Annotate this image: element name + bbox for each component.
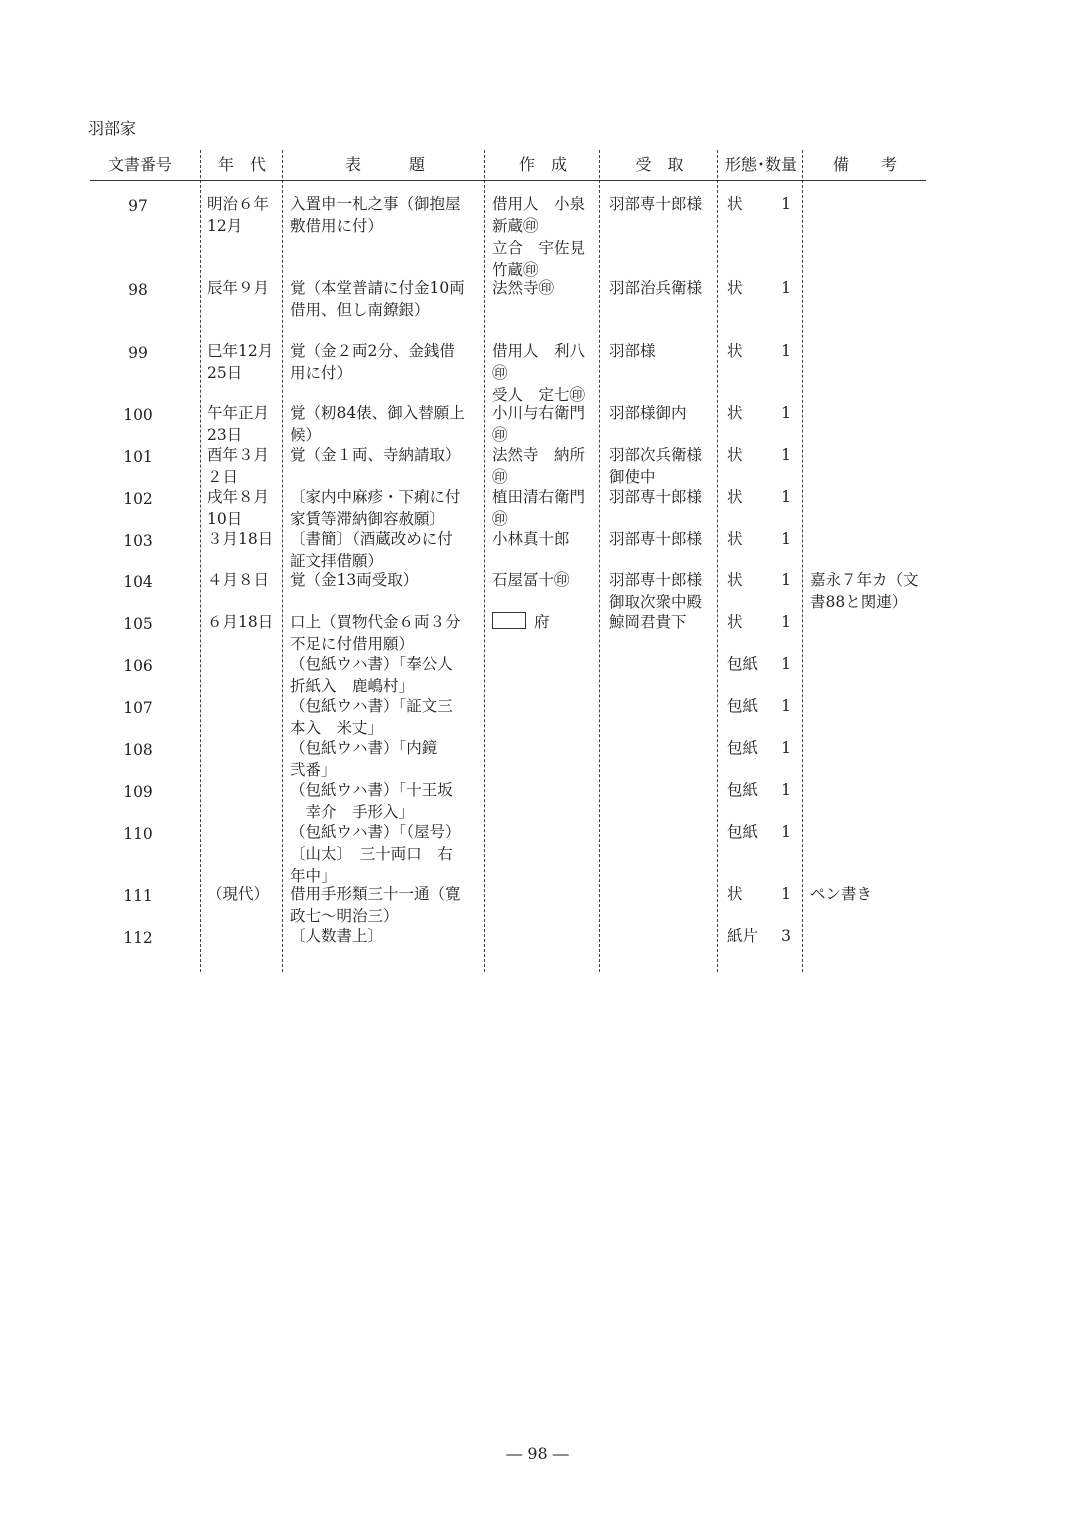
doc-quantity-text: 1 — [781, 530, 791, 548]
doc-recipient-text: 羽部専十郎様 — [609, 530, 703, 548]
doc-quantity-text: 3 — [781, 927, 791, 945]
doc-author-text: 石屋冨十㊞ — [492, 571, 570, 589]
doc-title — [290, 883, 482, 927]
doc-form — [727, 444, 757, 466]
doc-number — [90, 195, 186, 217]
doc-date — [207, 444, 279, 488]
doc-form — [727, 528, 757, 550]
doc-title-text: （包紙ウハ書）「奉公人 折紙入 鹿嶋村」 — [290, 655, 453, 695]
header-author: 作 成 — [518, 155, 567, 174]
doc-title — [290, 444, 482, 466]
header-form: 形態･数量 — [724, 155, 797, 174]
doc-author — [492, 528, 596, 550]
doc-recipient — [609, 402, 715, 424]
doc-number — [90, 342, 186, 364]
doc-number — [90, 571, 186, 593]
doc-form — [727, 277, 757, 299]
doc-form-text: 包紙 — [727, 781, 759, 799]
doc-date — [207, 193, 279, 237]
doc-recipient — [609, 444, 715, 488]
doc-recipient-text: 羽部様御内 — [609, 404, 687, 422]
doc-recipient-text: 羽部様 — [609, 342, 656, 360]
header-note: 備 考 — [832, 155, 897, 174]
doc-date-text: 明治６年 12月 — [207, 195, 270, 235]
doc-quantity — [777, 779, 791, 801]
doc-form-text: 状 — [727, 613, 743, 631]
doc-quantity-text: 1 — [781, 571, 791, 589]
doc-note — [810, 883, 930, 905]
page-number: ― 98 ― — [506, 1444, 569, 1463]
doc-title — [290, 695, 482, 739]
doc-quantity — [777, 193, 791, 215]
doc-number — [90, 530, 186, 552]
doc-date-text: 午年正月 23日 — [207, 404, 270, 444]
doc-note-text: 嘉永７年カ（文 書88と関連） — [810, 571, 919, 611]
doc-form — [727, 821, 757, 843]
doc-author-text: 借用人 利八 ㊞ 受人 定七㊞ — [492, 342, 586, 404]
doc-quantity — [777, 528, 791, 550]
doc-quantity-text: 1 — [781, 446, 791, 464]
doc-date-text: 酉年３月 ２日 — [207, 446, 270, 486]
doc-author — [492, 193, 596, 281]
header-rule — [90, 180, 926, 181]
doc-quantity — [777, 340, 791, 362]
doc-form-text: 状 — [727, 530, 743, 548]
doc-recipient — [609, 569, 715, 613]
doc-quantity-text: 1 — [781, 613, 791, 631]
doc-author-text: 法然寺㊞ — [492, 279, 555, 297]
doc-number-text: 100 — [123, 406, 153, 424]
doc-date-text: 戌年８月 10日 — [207, 488, 270, 528]
doc-quantity-text: 1 — [781, 342, 791, 360]
doc-title — [290, 277, 482, 321]
doc-form-text: 状 — [727, 195, 743, 213]
doc-quantity — [777, 653, 791, 675]
doc-form-text: 状 — [727, 571, 743, 589]
family-heading: 羽部家 — [88, 119, 137, 138]
doc-recipient-text: 羽部次兵衛様 御使中 — [609, 446, 703, 486]
doc-number-text: 108 — [123, 741, 153, 759]
doc-date-text: ３月18日 — [207, 530, 274, 548]
doc-author-text: 植田清右衛門 ㊞ — [492, 488, 586, 528]
doc-form — [727, 569, 757, 591]
doc-number — [90, 655, 186, 677]
doc-number-text: 109 — [123, 783, 153, 801]
column-divider — [717, 150, 718, 972]
doc-number — [90, 927, 186, 949]
doc-title-text: （包紙ウハ書）「証文三 本入 米丈」 — [290, 697, 453, 737]
doc-date — [207, 486, 279, 530]
doc-form — [727, 737, 757, 759]
doc-number-text: 105 — [123, 615, 153, 633]
doc-recipient — [609, 277, 715, 299]
doc-quantity — [777, 883, 791, 905]
doc-form — [727, 695, 757, 717]
doc-quantity — [777, 486, 791, 508]
doc-author — [492, 340, 596, 406]
doc-title — [290, 737, 482, 781]
doc-form — [727, 779, 757, 801]
doc-author-text: 法然寺 納所 ㊞ — [492, 446, 586, 486]
doc-author-text: 小林真十郎 — [492, 530, 570, 548]
doc-number — [90, 613, 186, 635]
header-title: 表 題 — [344, 155, 425, 174]
doc-recipient — [609, 528, 715, 550]
doc-date — [207, 340, 279, 384]
doc-date-text: 辰年９月 — [207, 279, 270, 297]
doc-quantity — [777, 821, 791, 843]
redacted-box-icon — [492, 612, 526, 629]
doc-quantity — [777, 402, 791, 424]
doc-author — [492, 444, 596, 488]
doc-title — [290, 340, 482, 384]
doc-number — [90, 885, 186, 907]
doc-quantity-text: 1 — [781, 885, 791, 903]
doc-title-text: 覚（本堂普請に付金10両 借用、但し南鐐銀） — [290, 279, 465, 319]
doc-title — [290, 611, 482, 655]
doc-number-text: 103 — [123, 532, 153, 550]
doc-recipient — [609, 340, 715, 362]
doc-quantity — [777, 737, 791, 759]
doc-number-text: 110 — [123, 825, 153, 843]
doc-form-text: 紙片 — [727, 927, 759, 945]
doc-quantity-text: 1 — [781, 697, 791, 715]
doc-quantity-text: 1 — [781, 279, 791, 297]
doc-recipient-text: 鯨岡君貴下 — [609, 613, 687, 631]
doc-number-text: 102 — [123, 490, 153, 508]
doc-date — [207, 569, 279, 591]
doc-form-text: 包紙 — [727, 697, 759, 715]
doc-form-text: 包紙 — [727, 655, 759, 673]
doc-quantity — [777, 611, 791, 633]
doc-title-text: （包紙ウハ書）「内鏡 弐番」 — [290, 739, 438, 779]
doc-author — [492, 486, 596, 530]
doc-number — [90, 279, 186, 301]
doc-date-text: ４月８日 — [207, 571, 270, 589]
doc-form-text: 状 — [727, 404, 743, 422]
column-divider — [599, 150, 600, 972]
doc-form-text: 状 — [727, 342, 743, 360]
doc-number — [90, 781, 186, 803]
doc-title-text: 借用手形類三十一通（寛 政七〜明治三） — [290, 885, 461, 925]
column-divider — [200, 150, 201, 972]
doc-author-text: 府 — [534, 613, 550, 631]
doc-title-text: 〔家内中麻疹・下痢に付 家賃等滞納御容赦願〕 — [290, 488, 461, 528]
doc-form-text: 状 — [727, 279, 743, 297]
doc-title-text: 覚（金２両2分、金銭借 用に付） — [290, 342, 455, 382]
doc-title-text: 覚（金１両、寺納請取） — [290, 446, 461, 464]
doc-date — [207, 883, 279, 905]
doc-quantity-text: 1 — [781, 655, 791, 673]
doc-quantity-text: 1 — [781, 404, 791, 422]
column-divider — [802, 150, 803, 972]
doc-date — [207, 402, 279, 446]
doc-recipient-text: 羽部治兵衛様 — [609, 279, 703, 297]
doc-title-text: （包紙ウハ書）「（屋号） 〔山太〕 三十両口 右 年中」 — [290, 823, 461, 885]
header-date: 年 代 — [217, 155, 266, 174]
doc-title — [290, 528, 482, 572]
doc-number-text: 101 — [123, 448, 153, 466]
doc-title — [290, 569, 482, 591]
doc-author — [492, 402, 596, 446]
doc-form — [727, 402, 757, 424]
doc-date — [207, 611, 279, 633]
doc-recipient-text: 羽部専十郎様 — [609, 488, 703, 506]
doc-title-text: 入置申一札之事（御抱屋 敷借用に付） — [290, 195, 461, 235]
doc-author — [492, 611, 596, 633]
header-no: 文書番号 — [107, 155, 172, 174]
doc-form-text: 状 — [727, 446, 743, 464]
doc-date — [207, 528, 279, 550]
doc-recipient — [609, 193, 715, 215]
doc-number — [90, 404, 186, 426]
doc-number-text: 106 — [123, 657, 153, 675]
doc-form — [727, 653, 757, 675]
doc-number-text: 111 — [123, 887, 153, 905]
doc-number-text: 104 — [123, 573, 153, 591]
doc-quantity — [777, 444, 791, 466]
doc-quantity — [777, 569, 791, 591]
doc-number-text: 112 — [123, 929, 153, 947]
doc-title — [290, 402, 482, 446]
doc-quantity-text: 1 — [781, 488, 791, 506]
doc-quantity-text: 1 — [781, 195, 791, 213]
doc-form-text: 状 — [727, 885, 743, 903]
doc-title — [290, 779, 482, 823]
doc-title — [290, 653, 482, 697]
doc-author-text: 借用人 小泉 新蔵㊞ 立合 宇佐見 竹蔵㊞ — [492, 195, 586, 279]
doc-title — [290, 486, 482, 530]
doc-number-text: 107 — [123, 699, 153, 717]
doc-number — [90, 739, 186, 761]
doc-title — [290, 925, 482, 947]
doc-number — [90, 823, 186, 845]
doc-title-text: 〔書簡〕（酒蔵改めに付 証文拝借願） — [290, 530, 453, 570]
doc-author — [492, 569, 596, 591]
doc-quantity — [777, 925, 791, 947]
doc-author — [492, 277, 596, 299]
doc-quantity — [777, 695, 791, 717]
doc-form — [727, 883, 757, 905]
doc-form-text: 包紙 — [727, 739, 759, 757]
doc-date-text: ６月18日 — [207, 613, 274, 631]
doc-recipient — [609, 611, 715, 633]
doc-author-text: 小川与右衛門 ㊞ — [492, 404, 586, 444]
doc-number-text: 99 — [128, 344, 148, 362]
doc-recipient-text: 羽部専十郎様 御取次衆中殿 — [609, 571, 703, 611]
doc-quantity-text: 1 — [781, 823, 791, 841]
doc-number-text: 97 — [128, 197, 148, 215]
doc-note — [810, 569, 930, 613]
doc-form-text: 包紙 — [727, 823, 759, 841]
doc-form — [727, 611, 757, 633]
doc-date-text: （現代） — [207, 885, 270, 903]
doc-title — [290, 821, 482, 887]
doc-recipient-text: 羽部専十郎様 — [609, 195, 703, 213]
doc-title-text: 〔人数書上〕 — [290, 927, 384, 945]
doc-title-text: 覚（金13両受取） — [290, 571, 419, 589]
doc-title-text: 覚（籾84俵、御入替願上 候） — [290, 404, 465, 444]
doc-form — [727, 340, 757, 362]
doc-title-text: 口上（買物代金６両３分 不足に付借用願） — [290, 613, 461, 653]
doc-date — [207, 277, 279, 299]
doc-quantity — [777, 277, 791, 299]
doc-number-text: 98 — [128, 281, 148, 299]
doc-title — [290, 193, 482, 237]
doc-note-text: ペン書き — [810, 885, 873, 903]
doc-quantity-text: 1 — [781, 781, 791, 799]
doc-number — [90, 488, 186, 510]
doc-recipient — [609, 486, 715, 508]
doc-form — [727, 486, 757, 508]
column-divider — [484, 150, 485, 972]
doc-title-text: （包紙ウハ書）「十王坂 幸介 手形入」 — [290, 781, 453, 821]
doc-form — [727, 193, 757, 215]
doc-number — [90, 697, 186, 719]
doc-form — [727, 925, 757, 947]
doc-quantity-text: 1 — [781, 739, 791, 757]
column-divider — [282, 150, 283, 972]
doc-form-text: 状 — [727, 488, 743, 506]
header-recipient: 受 取 — [635, 155, 684, 174]
doc-number — [90, 446, 186, 468]
doc-date-text: 巳年12月 25日 — [207, 342, 274, 382]
